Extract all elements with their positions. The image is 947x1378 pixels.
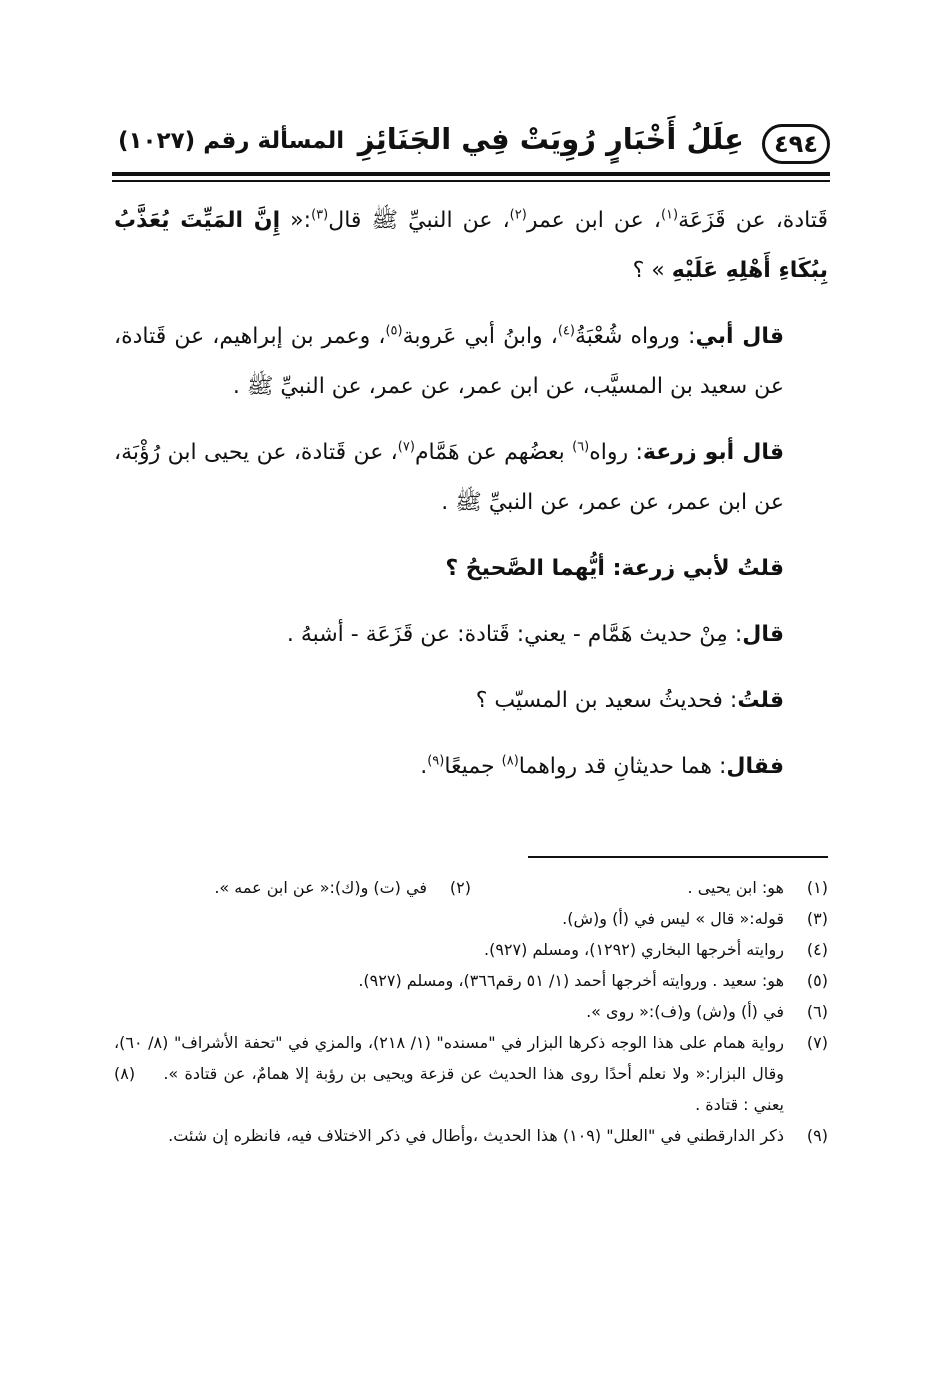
footnote-separator (528, 856, 828, 858)
paragraph-2 (114, 312, 828, 412)
footnote-text: في (أ) و(ش) و(ف):« روى ». (586, 1002, 784, 1021)
footnote-5 (114, 965, 828, 996)
speaker-label: قال أبي (695, 324, 784, 349)
footnote-7 (114, 1027, 828, 1120)
footnote-text (114, 1027, 784, 1120)
footnote-4 (114, 934, 828, 965)
footnote-number: (٣) (806, 909, 828, 928)
footnote-2 (114, 872, 471, 903)
footnote-ref: (٩) (427, 753, 445, 769)
speaker-label: قال أبو زرعة (642, 440, 784, 465)
footnote-ref: (٤) (557, 323, 575, 339)
footnote-text: هو: سعيد . وروايته أخرجها أحمد (١/ ٥١ رقم٣٦٦)، ومسلم (٩٢٧). (358, 971, 784, 990)
footnote-number: (٨) (114, 1064, 136, 1083)
text: ، وابنُ أبي عَروبة (402, 324, 558, 349)
footnote-3 (114, 903, 828, 934)
footnote-text: في (ت) و(ك):« عن ابن عمه ». (214, 878, 427, 897)
footnote-ref: (٢) (509, 207, 527, 223)
footnote-text: رواية همام على هذا الوجه ذكرها البزار في "مسنده" (١/ ٢١٨)، والمزي في "تحفة الأشراف" (٨/ ٦٠)، وقال البزار:« ولا نعلم أحدًا روى هذا الحديث عن قزعة ويحيى بن رؤبة إلا همامٌ، عن قتادة ». (114, 1033, 785, 1083)
text: : مِنْ حديث هَمَّام - يعني: قَتادة: عن قَزَعَة - أشبهُ . (286, 622, 743, 647)
footnote-ref: (٦) (572, 439, 590, 455)
book-title: عِلَلُ أَخْبَارٍ رُوِيَتْ فِي الجَنَائِزِ (357, 122, 744, 156)
page-number: ٤٩٤ (762, 124, 830, 164)
footnote-number: (٤) (806, 940, 828, 959)
footnote-ref: (٨) (501, 753, 519, 769)
paragraph-4 (114, 544, 828, 594)
text: جميعًا (444, 754, 502, 779)
header-rule-thin (112, 180, 830, 182)
paragraph-6 (114, 676, 828, 726)
footnotes (114, 872, 828, 1151)
question-text: قلتُ لأبي زرعة: أيُّهما الصَّحيحُ ؟ (445, 556, 784, 581)
footnote-text: روايته أخرجها البخاري (١٢٩٢)، ومسلم (٩٢٧). (484, 940, 784, 959)
paragraph-1 (114, 196, 828, 296)
text: » ؟ (632, 258, 672, 283)
text: :« (280, 208, 312, 233)
text: : ورواه شُعْبَةُ (574, 324, 696, 349)
paragraph-3 (114, 428, 828, 528)
speaker-label: فقال (726, 754, 784, 779)
text: : فحديثُ سعيد بن المسيّب ؟ (475, 688, 738, 713)
footnote-9 (114, 1120, 828, 1151)
speaker-label: قال (742, 622, 784, 647)
text: : هما حديثانِ قد رواهما (518, 754, 727, 779)
footnote-ref: (٥) (385, 323, 403, 339)
footnote-text: ذكر الدارقطني في "العلل" (١٠٩) هذا الحديث ،وأطال في ذكر الاختلاف فيه، فانظره إن شئت. (168, 1126, 784, 1145)
issue-number: المسألة رقم (١٠٢٧) (118, 128, 345, 154)
footnote-number: (٩) (806, 1126, 828, 1145)
footnote-number: (٧) (806, 1033, 828, 1052)
paragraph-7 (114, 742, 828, 792)
footnote-ref: (٧) (397, 439, 415, 455)
header-rule-thick (112, 172, 830, 176)
text: قَتادة، عن قَزَعَة (678, 208, 828, 233)
text: : رواه (589, 440, 643, 465)
footnote-number: (٢) (449, 878, 471, 897)
text: ، عن النبيِّ ﷺ قال (328, 208, 510, 233)
speaker-label: قلتُ (737, 688, 784, 713)
footnote-number: (٦) (806, 1002, 828, 1021)
footnote-text: قوله:« قال » ليس في (أ) و(ش). (562, 909, 784, 928)
footnote-6 (114, 996, 828, 1027)
footnote-ref: (١) (660, 207, 679, 223)
main-text (114, 196, 828, 808)
paragraph-5 (114, 610, 828, 660)
footnote-ref: (٣) (311, 207, 329, 223)
text: ، وعمر بن إبراهيم، عن قَتادة، عن سعيد بن المسيَّب، عن ابن عمر، عن عمر، عن النبيِّ ﷺ . (114, 324, 784, 399)
page-header (110, 118, 830, 178)
footnote-1 (471, 872, 828, 903)
text: بعضُهم عن هَمَّام (414, 440, 573, 465)
text: ، عن ابن عمر (526, 208, 661, 233)
footnote-number: (١) (806, 878, 828, 897)
text: ، عن قَتادة، عن يحيى ابن رُؤْبَة، عن ابن عمر، عن عمر، عن النبيِّ ﷺ . (114, 440, 784, 515)
footnote-text: يعني : قتادة . (695, 1095, 784, 1114)
footnote-row (114, 872, 828, 903)
footnote-number: (٥) (806, 971, 828, 990)
hadith-text: إِنَّ المَيِّتَ يُعَذَّبُ بِبُكَاءِ أَهْلِهِ عَلَيْهِ (114, 208, 828, 283)
footnote-text: هو: ابن يحيى . (687, 878, 784, 897)
text: . (420, 754, 428, 779)
